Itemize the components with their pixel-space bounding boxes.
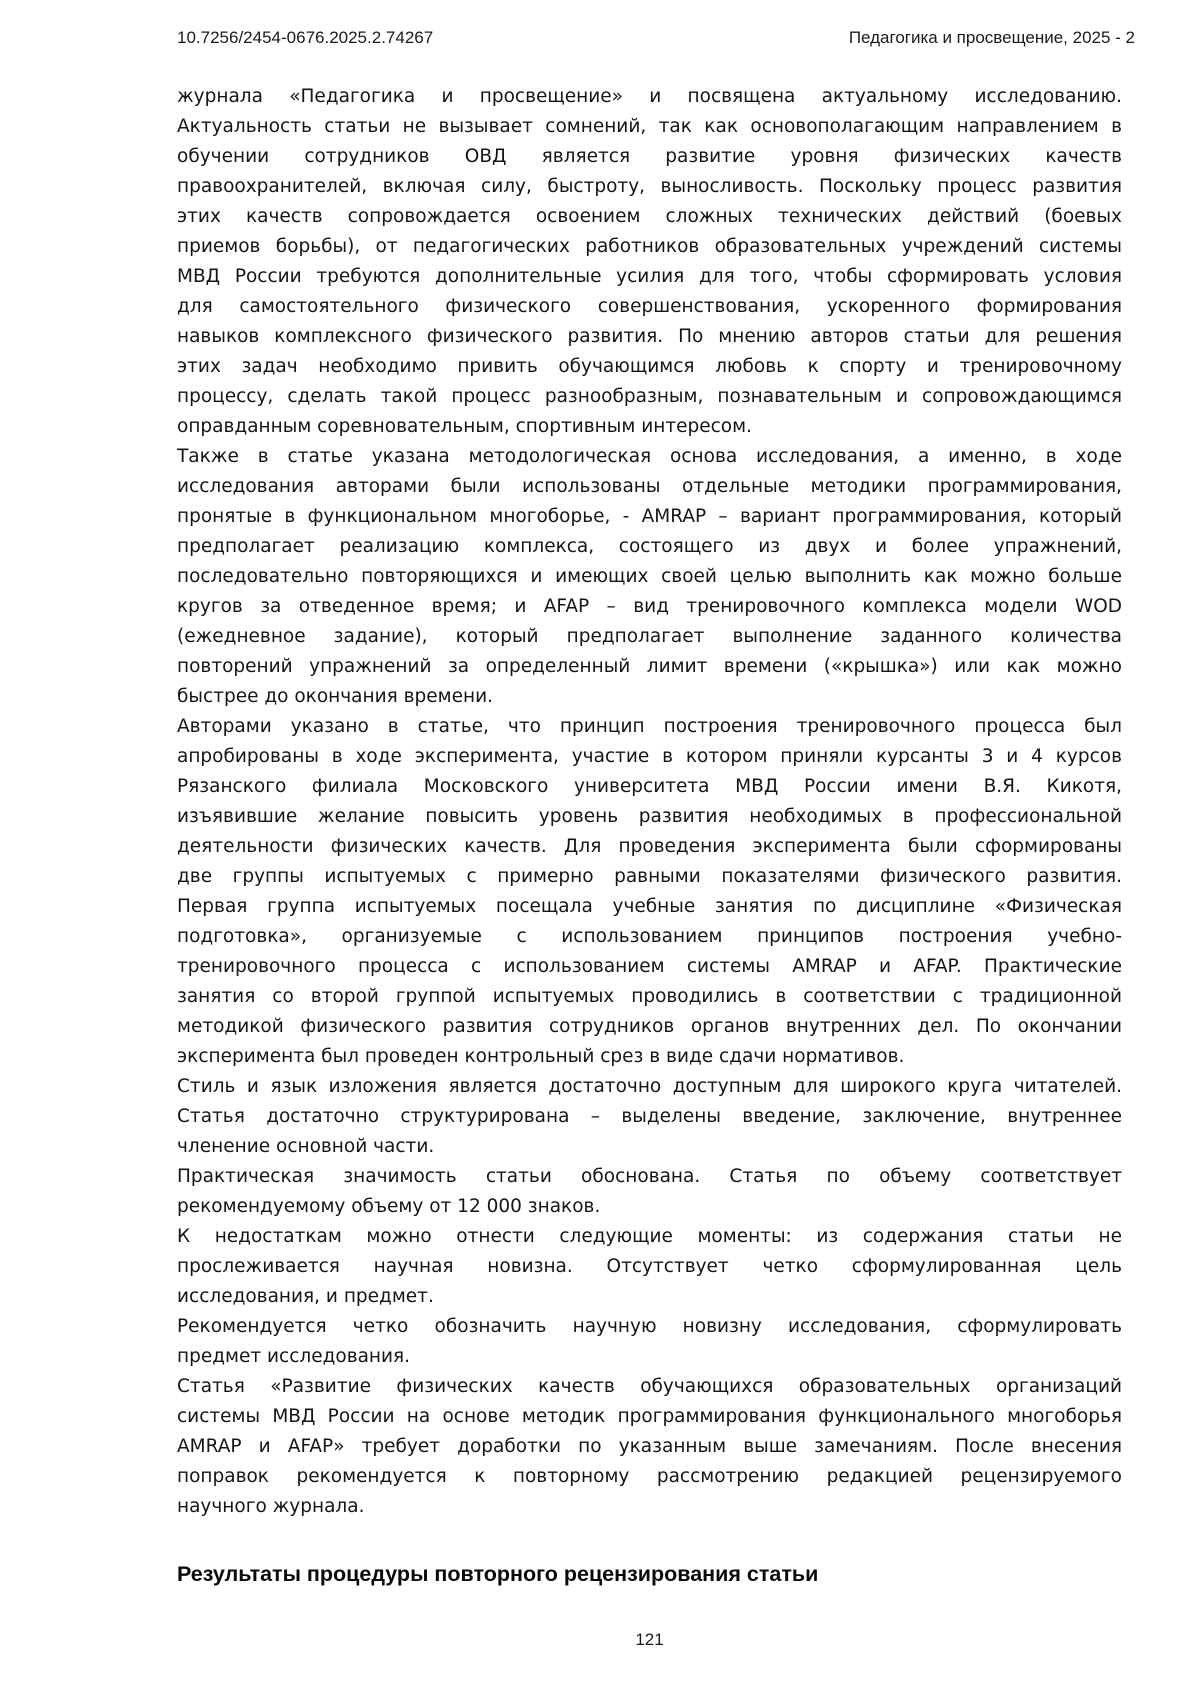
text-line: занятия со второй группой испытуемых проводились в соответствии с традиционной xyxy=(177,986,1122,1007)
text-line: исследования, и предмет. xyxy=(177,1286,434,1307)
section-heading: Результаты процедуры повторного рецензирования статьи xyxy=(177,1562,819,1586)
text-line: Практическая значимость статьи обоснована. Статья по объему соответствует xyxy=(177,1166,1122,1187)
text-line: Актуальность статьи не вызывает сомнений, так как основополагающим направлением в xyxy=(177,116,1122,137)
text-line: Рекомендуется четко обозначить научную новизну исследования, сформулировать xyxy=(177,1316,1122,1337)
text-line: Рязанского филиала Московского университета МВД России имени В.Я. Кикотя, xyxy=(177,776,1122,797)
paragraph xyxy=(177,712,1122,1072)
text-line: пронятые в функциональном многоборье, - AMRAP – вариант программирования, который xyxy=(177,506,1122,527)
text-line: МВД России требуются дополнительные усилия для того, чтобы сформировать условия xyxy=(177,266,1122,287)
paragraph xyxy=(177,1312,1122,1372)
text-line: этих качеств сопровождается освоением сложных технических действий (боевых xyxy=(177,206,1122,227)
text-line: методикой физического развития сотрудников органов внутренних дел. По окончании xyxy=(177,1016,1122,1037)
paragraph xyxy=(177,1072,1122,1162)
text-line: Также в статье указана методологическая основа исследования, а именно, в ходе xyxy=(177,446,1122,467)
text-line: AMRAP и AFAP» требует доработки по указанным выше замечаниям. После внесения xyxy=(177,1436,1122,1457)
text-line: оправданным соревновательным, спортивным интересом. xyxy=(177,416,752,437)
text-line: Стиль и язык изложения является достаточно доступным для широкого круга читателей. xyxy=(177,1076,1122,1097)
text-line: поправок рекомендуется к повторному рассмотрению редакцией рецензируемого xyxy=(177,1466,1122,1487)
header-doi: 10.7256/2454-0676.2025.2.74267 xyxy=(177,28,434,47)
text-line: последовательно повторяющихся и имеющих своей целью выполнить как можно больше xyxy=(177,566,1122,587)
text-line: журнала «Педагогика и просвещение» и посвящена актуальному исследованию. xyxy=(177,86,1122,107)
text-line: деятельности физических качеств. Для проведения эксперимента были сформированы xyxy=(177,836,1122,857)
text-line: этих задач необходимо привить обучающимся любовь к спорту и тренировочному xyxy=(177,356,1122,377)
running-header xyxy=(177,28,1135,48)
text-line: членение основной части. xyxy=(177,1136,435,1157)
text-line: кругов за отведенное время; и AFAP – вид тренировочного комплекса модели WOD xyxy=(177,596,1122,617)
header-journal-title: Педагогика и просвещение, 2025 - 2 xyxy=(848,28,1135,47)
text-line: правоохранителей, включая силу, быстроту, выносливость. Поскольку процесс развития xyxy=(177,176,1122,197)
text-line: приемов борьбы), от педагогических работников образовательных учреждений системы xyxy=(177,236,1122,257)
text-line: процессу, сделать такой процесс разнообразным, познавательным и сопровождающимся xyxy=(177,386,1122,407)
text-line: Статья «Развитие физических качеств обучающихся образовательных организаций xyxy=(177,1376,1122,1397)
text-line: предполагает реализацию комплекса, состоящего из двух и более упражнений, xyxy=(177,536,1122,557)
text-line: предмет исследования. xyxy=(177,1346,411,1367)
text-line: быстрее до окончания времени. xyxy=(177,686,494,707)
text-line: Статья достаточно структурирована – выделены введение, заключение, внутреннее xyxy=(177,1106,1122,1127)
text-line: обучении сотрудников ОВД является развитие уровня физических качеств xyxy=(177,146,1122,167)
text-line: (ежедневное задание), который предполагает выполнение заданного количества xyxy=(177,626,1122,647)
paragraph xyxy=(177,1222,1122,1312)
text-line: навыков комплексного физического развития. По мнению авторов статьи для решения xyxy=(177,326,1122,347)
document-body xyxy=(177,82,1122,1522)
text-line: для самостоятельного физического совершенствования, ускоренного формирования xyxy=(177,296,1122,317)
text-line: тренировочного процесса с использованием системы AMRAP и AFAP. Практические xyxy=(177,956,1122,977)
text-line: эксперимента был проведен контрольный срез в виде сдачи нормативов. xyxy=(177,1046,905,1067)
text-line: повторений упражнений за определенный лимит времени («крышка») или как можно xyxy=(177,656,1122,677)
text-line: две группы испытуемых с примерно равными показателями физического развития. xyxy=(177,866,1122,887)
paragraph xyxy=(177,442,1122,712)
text-line: апробированы в ходе эксперимента, участие в котором приняли курсанты 3 и 4 курсов xyxy=(177,746,1122,767)
text-line: системы МВД России на основе методик программирования функционального многоборья xyxy=(177,1406,1122,1427)
text-line: изъявившие желание повысить уровень развития необходимых в профессиональной xyxy=(177,806,1122,827)
text-line: Авторами указано в статье, что принцип построения тренировочного процесса был xyxy=(177,716,1122,737)
text-line: научного журнала. xyxy=(177,1496,365,1517)
paragraph xyxy=(177,1162,1122,1222)
paragraph xyxy=(177,82,1122,442)
page-number: 121 xyxy=(635,1630,664,1649)
text-line: рекомендуемому объему от 12 000 знаков. xyxy=(177,1196,601,1217)
text-line: К недостаткам можно отнести следующие моменты: из содержания статьи не xyxy=(177,1226,1122,1247)
text-line: прослеживается научная новизна. Отсутствует четко сформулированная цель xyxy=(177,1256,1122,1277)
text-line: подготовка», организуемые с использованием принципов построения учебно- xyxy=(177,926,1122,947)
text-line: Первая группа испытуемых посещала учебные занятия по дисциплине «Физическая xyxy=(177,896,1122,917)
paragraph xyxy=(177,1372,1122,1522)
text-line: исследования авторами были использованы отдельные методики программирования, xyxy=(177,476,1122,497)
